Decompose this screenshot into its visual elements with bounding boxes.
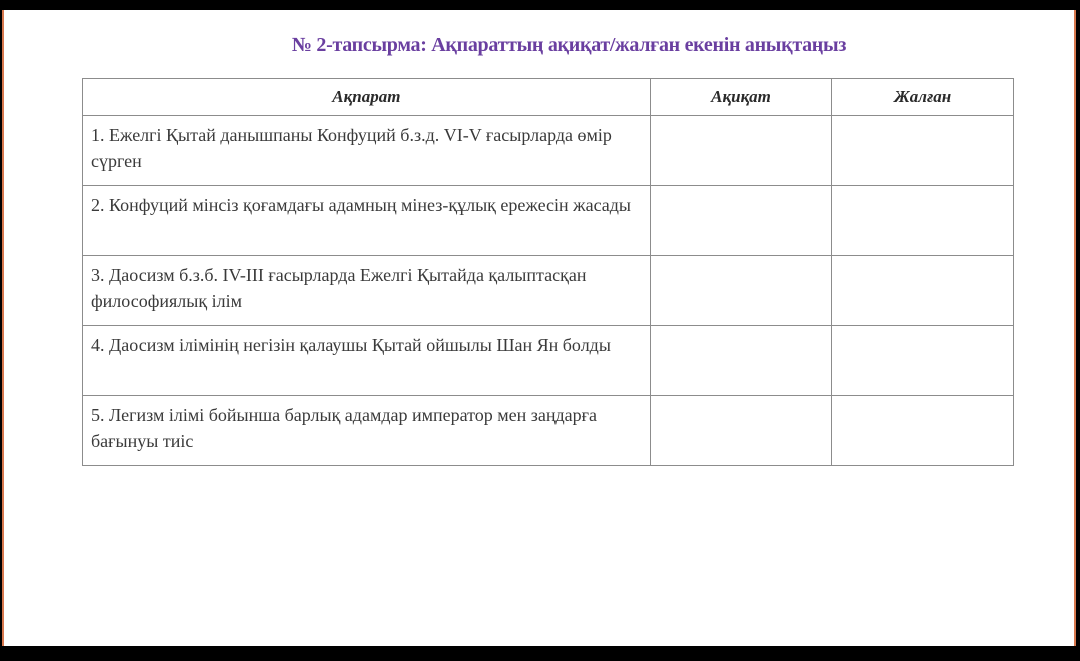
false-answer-cell[interactable]	[832, 396, 1014, 466]
table-row	[83, 116, 1014, 186]
header-false: Жалған	[832, 79, 1014, 116]
true-answer-cell[interactable]	[650, 186, 832, 256]
statement-cell: 4. Даосизм ілімінің негізін қалаушы Қытай ойшылы Шан Ян болды	[83, 326, 651, 396]
statement-cell: 3. Даосизм б.з.б. IV-III ғасырларда Ежелгі Қытайда қалыптасқан философиялық ілім	[83, 256, 651, 326]
header-info: Ақпарат	[83, 79, 651, 116]
statement-cell: 5. Легизм ілімі бойынша барлық адамдар император мен заңдарға бағынуы тиіс	[83, 396, 651, 466]
table-row	[83, 256, 1014, 326]
task-title: № 2-тапсырма: Ақпараттың ақиқат/жалған екенін анықтаңыз	[291, 34, 847, 56]
table-row	[83, 186, 1014, 256]
header-true: Ақиқат	[650, 79, 832, 116]
false-answer-cell[interactable]	[832, 326, 1014, 396]
table-header-row	[83, 79, 1014, 116]
true-answer-cell[interactable]	[650, 256, 832, 326]
table-row	[83, 396, 1014, 466]
false-answer-cell[interactable]	[832, 186, 1014, 256]
true-answer-cell[interactable]	[650, 116, 832, 186]
table-row	[83, 326, 1014, 396]
true-false-table	[82, 78, 1014, 466]
false-answer-cell[interactable]	[832, 116, 1014, 186]
statement-cell: 2. Конфуций мінсіз қоғамдағы адамның мінез-құлық ережесін жасады	[83, 186, 651, 256]
true-answer-cell[interactable]	[650, 396, 832, 466]
false-answer-cell[interactable]	[832, 256, 1014, 326]
statement-cell: 1. Ежелгі Қытай данышпаны Конфуций б.з.д. VI-V ғасырларда өмір сүрген	[83, 116, 651, 186]
true-answer-cell[interactable]	[650, 326, 832, 396]
